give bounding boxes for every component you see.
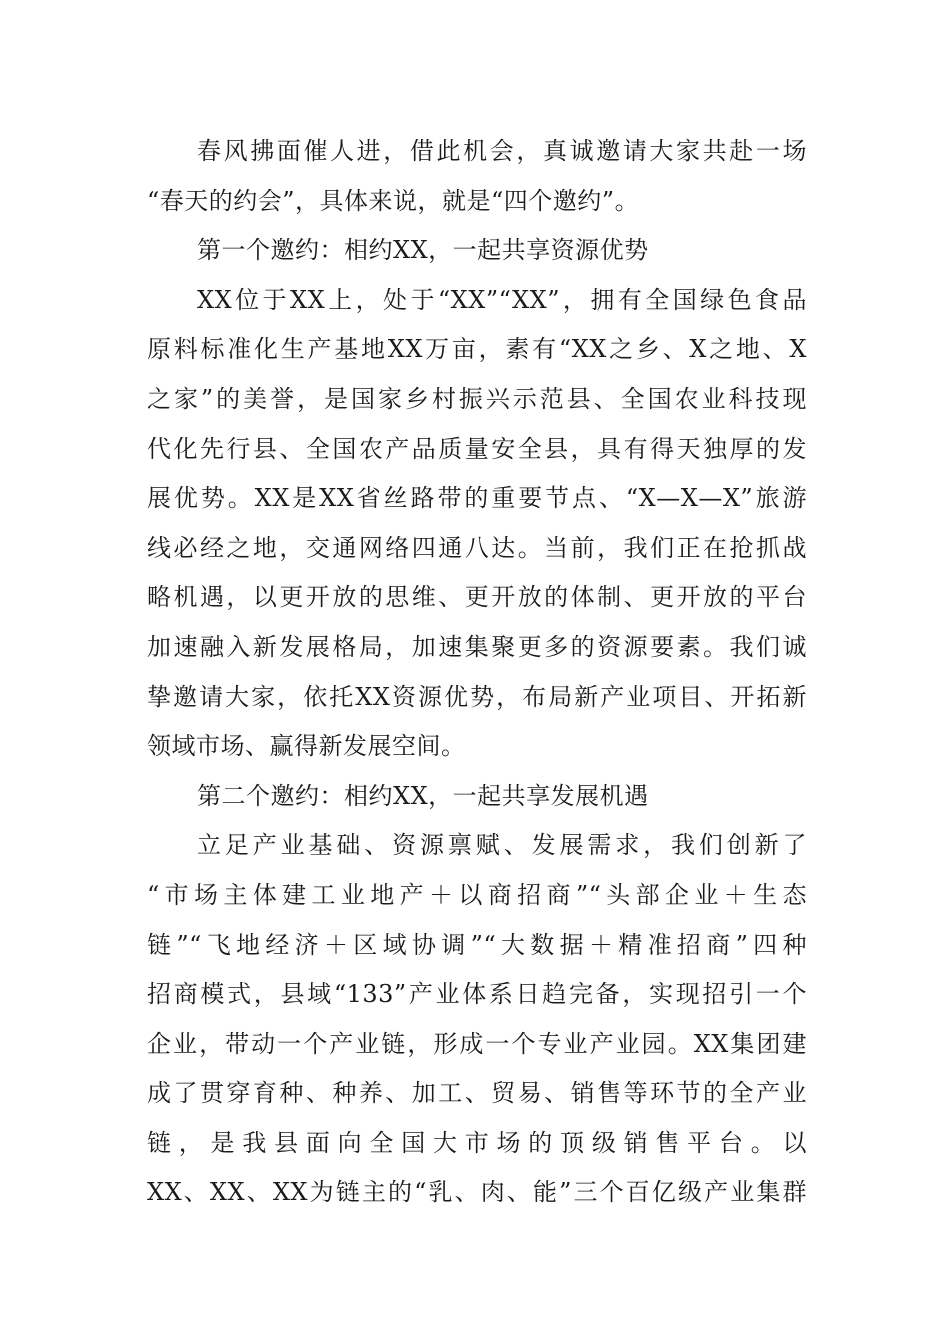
paragraph-line: 之家”的美誉，是国家乡村振兴示范县、全国农业科技现 xyxy=(147,384,807,413)
paragraph-line: 春风拂面催人进，借此机会，真诚邀请大家共赴一场 xyxy=(197,137,807,165)
paragraph-line: 企业，带动一个产业链，形成一个专业产业园。XX集团建 xyxy=(147,1029,807,1058)
paragraph-line: 加速融入新发展格局，加速集聚更多的资源要素。我们诚 xyxy=(147,632,807,661)
paragraph-line: 线必经之地，交通网络四通八达。当前，我们正在抢抓战 xyxy=(147,533,807,562)
paragraph-line: XX、XX、XX为链主的“乳、肉、能”三个百亿级产业集群 xyxy=(147,1178,807,1207)
paragraph-line: 挚邀请大家，依托XX资源优势，布局新产业项目、开拓新 xyxy=(147,682,807,711)
paragraph-line: 招商模式，县域“133”产业体系日趋完备，实现招引一个 xyxy=(147,980,807,1009)
paragraph-line: 链”“飞地经济＋区域协调”“大数据＋精准招商”四种 xyxy=(147,930,807,959)
paragraph-line: 代化先行县、全国农产品质量安全县，具有得天独厚的发 xyxy=(147,434,807,463)
paragraph-line: 略机遇，以更开放的思维、更开放的体制、更开放的平台 xyxy=(147,583,807,612)
paragraph-line: XX位于XX上，处于“XX”“XX”，拥有全国绿色食品 xyxy=(197,285,807,314)
paragraph-line: “春天的约会”，具体来说，就是“四个邀约”。 xyxy=(147,186,640,215)
paragraph-line: 展优势。XX是XX省丝路带的重要节点、“X—X—X”旅游 xyxy=(147,484,807,513)
paragraph-line: 链，是我县面向全国大市场的顶级销售平台。以 xyxy=(147,1128,807,1157)
paragraph-line: 立足产业基础、资源禀赋、发展需求，我们创新了 xyxy=(197,831,807,860)
section-heading: 第一个邀约：相约XX，一起共享资源优势 xyxy=(197,236,649,265)
paragraph-line: 原料标准化生产基地XX万亩，素有“XX之乡、X之地、X xyxy=(147,335,807,364)
body-text xyxy=(147,127,807,1218)
paragraph-line: “市场主体建工业地产＋以商招商”“头部企业＋生态 xyxy=(147,880,807,909)
section-heading: 第二个邀约：相约XX，一起共享发展机遇 xyxy=(197,781,649,810)
paragraph-line: 领域市场、赢得新发展空间。 xyxy=(147,732,466,761)
paragraph-line: 成了贯穿育种、种养、加工、贸易、销售等环节的全产业 xyxy=(147,1079,807,1108)
